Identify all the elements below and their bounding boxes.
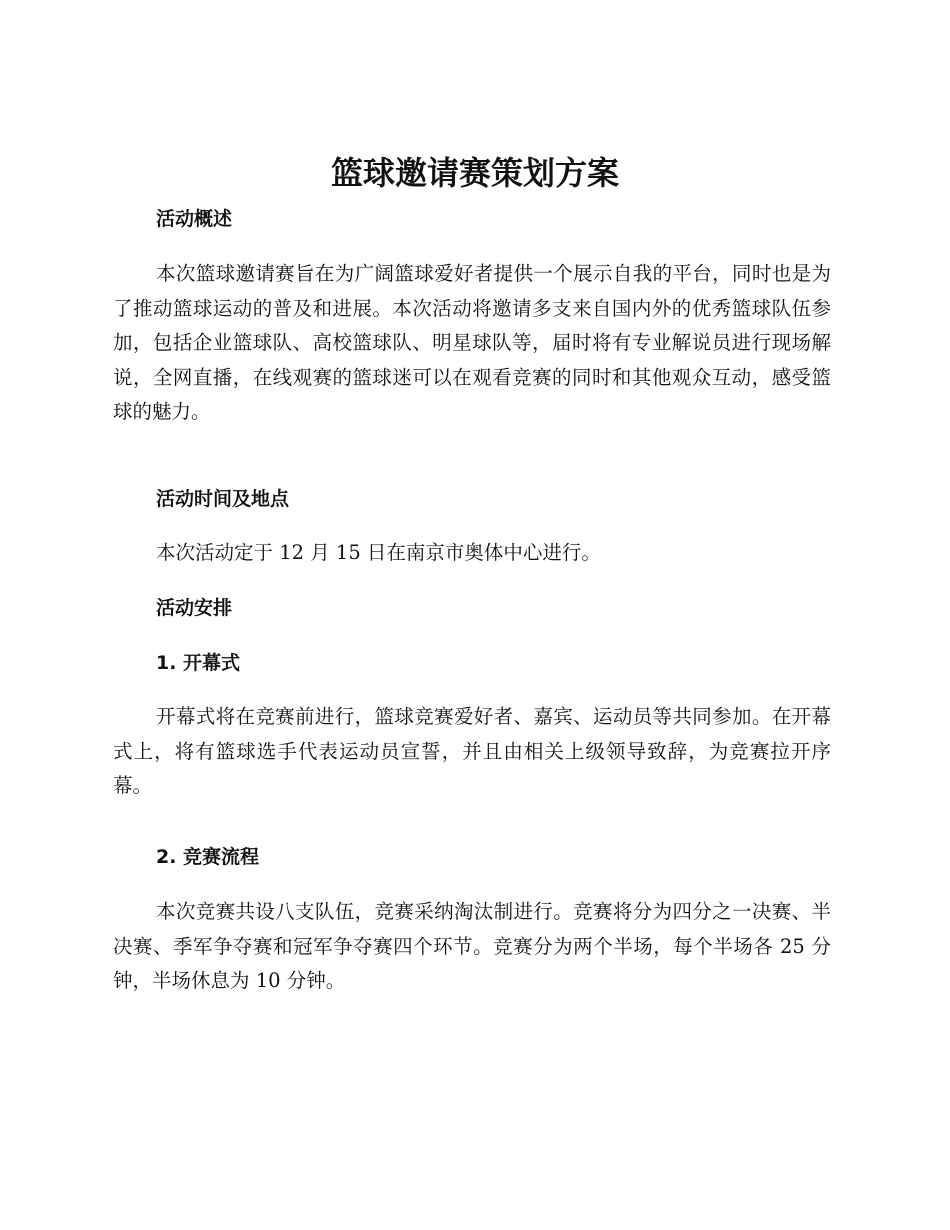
section-paragraph-overview: 本次篮球邀请赛旨在为广阔篮球爱好者提供一个展示自我的平台，同时也是为了推动篮球运动的普及和进展。本次活动将邀请多支来自国内外的优秀篮球队伍参加，包括企业篮球队、高校篮球队、明星球队等，届时将有专业解说员进行现场解说，全网直播，在线观赛的篮球迷可以在观看竞赛的同时和其他观众互动，感受篮球的魅力。 (113, 262, 831, 423)
section-heading-competition-flow: 2. 竞赛流程 (156, 846, 260, 868)
section-paragraph-opening-ceremony: 开幕式将在竞赛前进行，篮球竞赛爱好者、嘉宾、运动员等共同参加。在开幕式上，将有篮球选手代表运动员宣誓，并且由相关上级领导致辞，为竞赛拉开序幕。 (113, 705, 831, 797)
section-paragraph-time-place: 本次活动定于 12 月 15 日在南京市奥体中心进行。 (156, 541, 601, 564)
section-heading-arrangement: 活动安排 (156, 597, 233, 619)
document-title: 篮球邀请赛策划方案 (330, 154, 619, 192)
section-heading-opening-ceremony: 1. 开幕式 (156, 652, 241, 674)
section-heading-overview: 活动概述 (156, 208, 233, 230)
section-paragraph-competition-flow: 本次竞赛共设八支队伍，竞赛采纳淘汰制进行。竞赛将分为四分之一决赛、半决赛、季军争夺赛和冠军争夺赛四个环节。竞赛分为两个半场，每个半场各 25 分钟，半场休息为 10 分钟。 (113, 900, 831, 992)
section-heading-time-place: 活动时间及地点 (156, 488, 290, 510)
